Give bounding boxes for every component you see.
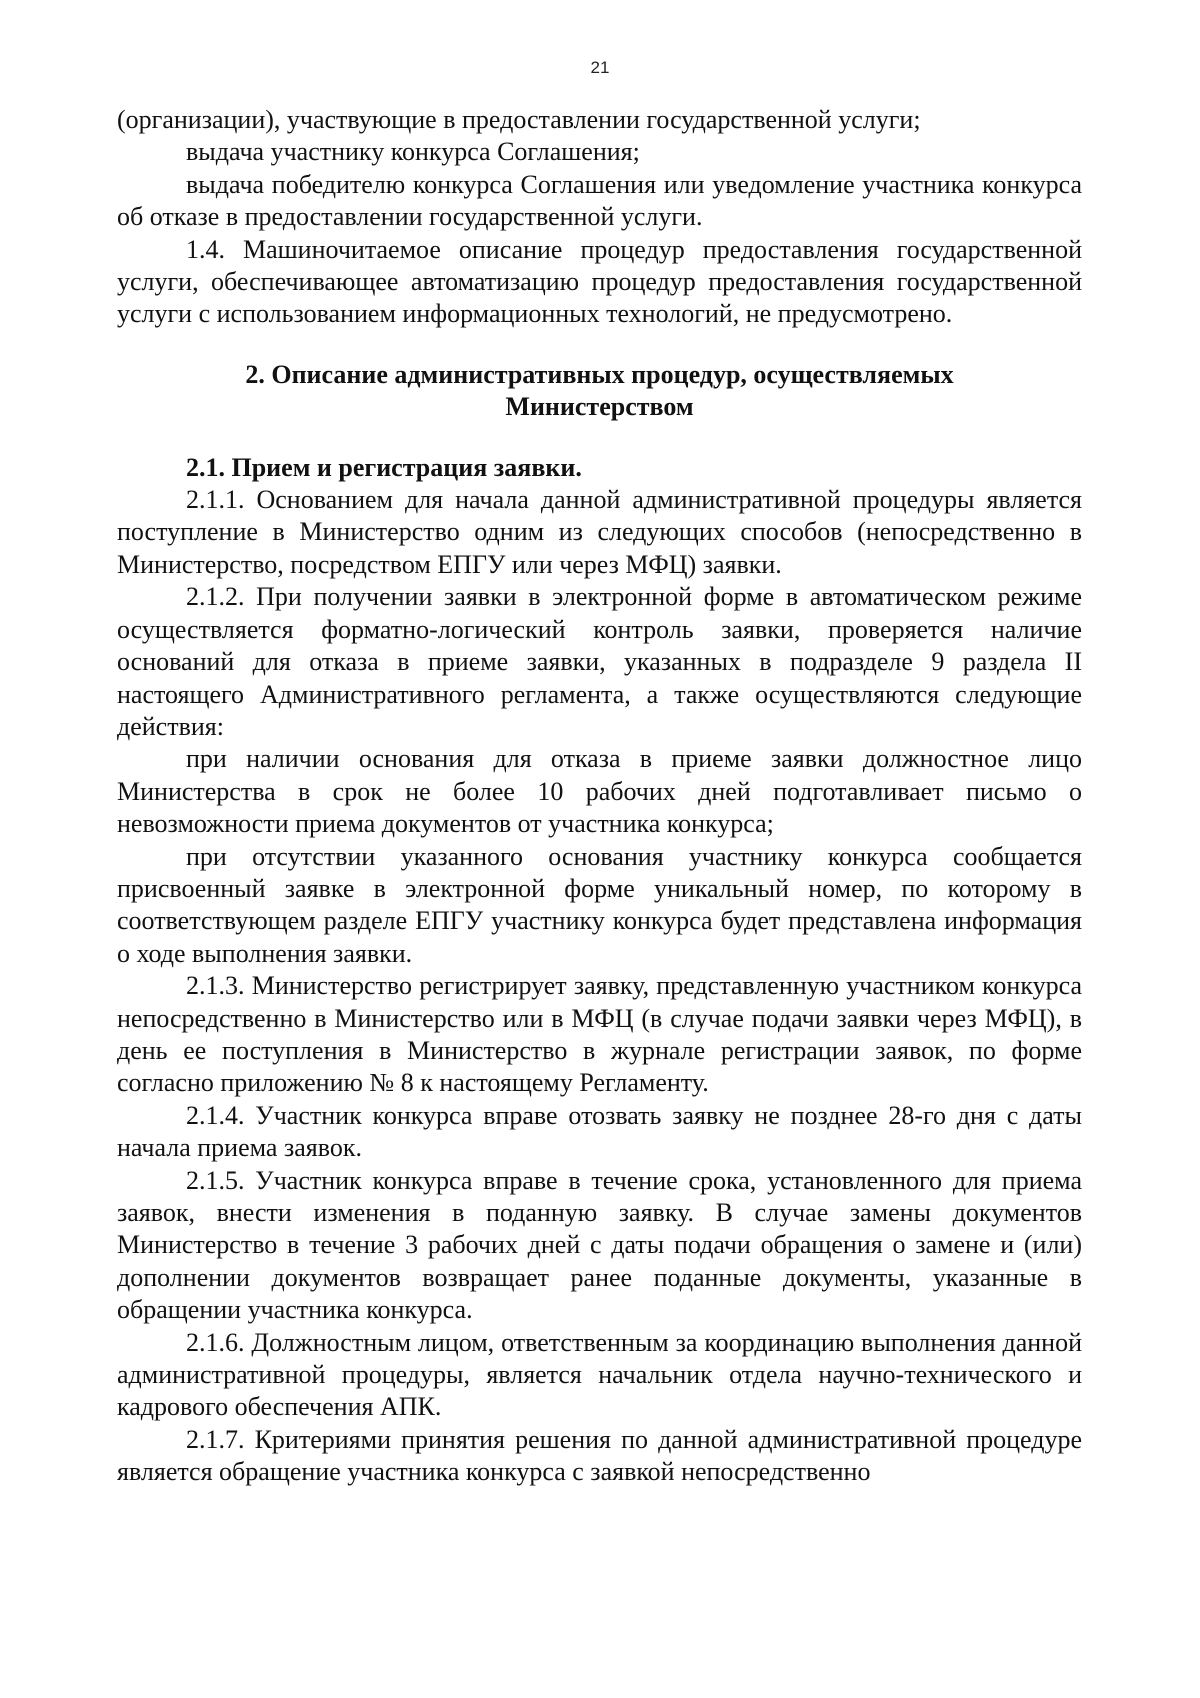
section-heading-line-1: 2. Описание административных процедур, осуществляемых [245, 359, 954, 389]
paragraph-2-1-6: 2.1.6. Должностным лицом, ответственным за координацию выполнения данной административной процедуры, является начальник отдела научно-технического и кадрового обеспечения АПК. [117, 1327, 1082, 1422]
section-heading [117, 359, 1082, 424]
paragraph-refusal-basis: при наличии основания для отказа в приеме заявки должностное лицо Министерства в срок не более 10 рабочих дней подготавливает письмо о невозможности приема документов от участника конкурса; [117, 744, 1082, 839]
paragraph-no-refusal-basis: при отсутствии указанного основания участнику конкурса сообщается присвоенный заявке в электронной форме уникальный номер, по которому в соответствующем разделе ЕПГУ участнику конкурса будет представлена информация о ходе выполнения заявки. [117, 841, 1082, 968]
document-body [117, 104, 1082, 1489]
paragraph-2-1-2: 2.1.2. При получении заявки в электронной форме в автоматическом режиме осуществляется форматно-логический контроль заявки, проверяется наличие оснований для отказа в приеме заявки, указанных в подразделе 9 раздела II настоящего Административного регламента, а также осуществляются следующие действия: [117, 582, 1082, 741]
page-number: 21 [590, 58, 610, 77]
paragraph-2-1-5: 2.1.5. Участник конкурса вправе в течение срока, установленного для приема заявок, внести изменения в поданную заявку. В случае замены документов Министерство в течение 3 рабочих дней с даты подачи обращения о замене и (или) дополнении документов возвращает ранее поданные документы, указанные в обращении участника конкурса. [117, 1165, 1082, 1325]
paragraph-1-4: 1.4. Машиночитаемое описание процедур предоставления государственной услуги, обеспечивающее автоматизацию процедур предоставления государственной услуги с использованием информационных технологий, не предусмотрено. [117, 234, 1082, 329]
paragraph-agreement-issue: выдача участнику конкурса Соглашения; [186, 137, 640, 167]
paragraph-2-1-1: 2.1.1. Основанием для начала данной административной процедуры является поступление в Министерство одним из следующих способов (непосредственно в Министерство, посредством ЕПГУ или через МФЦ) заявки. [117, 485, 1082, 579]
paragraph-2-1-4: 2.1.4. Участник конкурса вправе отозвать заявку не позднее 28-го дня с даты начала приема заявок. [117, 1100, 1082, 1163]
paragraph-2-1-3: 2.1.3. Министерство регистрирует заявку, представленную участником конкурса непосредственно в Министерство или в МФЦ (в случае подачи заявки через МФЦ), в день ее поступления в Министерство в журнале регистрации заявок, по форме согласно приложению № 8 к настоящему Регламенту. [117, 971, 1082, 1098]
paragraph-2-1-7: 2.1.7. Критериями принятия решения по данной административной процедуре является обращение участника конкурса с заявкой непосредственно [117, 1424, 1082, 1487]
subsection-heading: 2.1. Прием и регистрация заявки. [186, 452, 582, 482]
paragraph-winner-agreement: выдача победителю конкурса Соглашения или уведомление участника конкурса об отказе в предоставлении государственной услуги. [117, 169, 1082, 232]
paragraph-organizations: (организации), участвующие в предоставлении государственной услуги; [117, 105, 921, 134]
section-heading-line-2: Министерством [505, 392, 694, 422]
